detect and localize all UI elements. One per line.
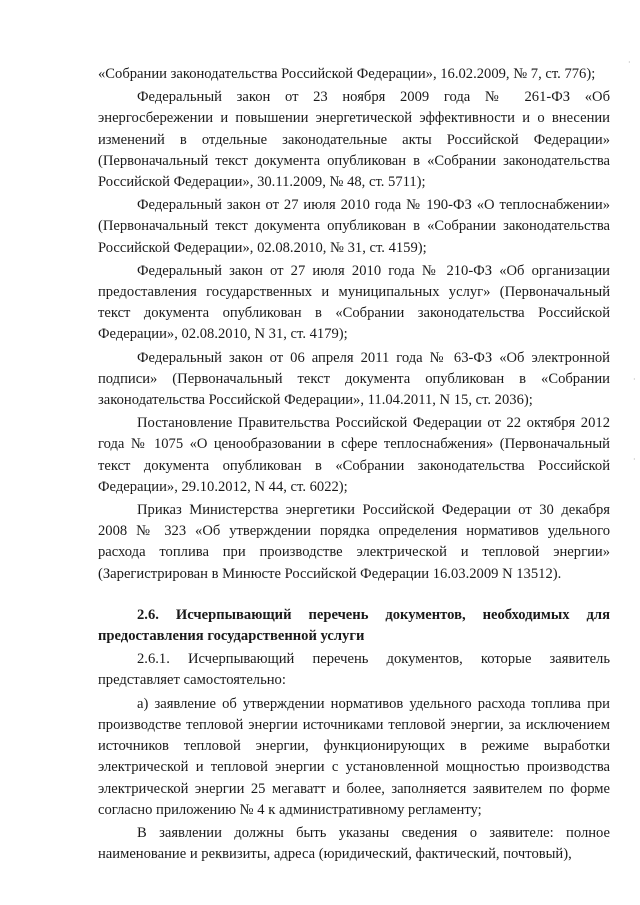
paragraph-law-190-fz: Федеральный закон от 27 июля 2010 года № 190-ФЗ «О теплоснабжении» (Первоначальный текст документа опубликован в «Собрании законодательства Российской Федерации», 02.08.2010, № 31, ст. 4159); [98, 197, 610, 256]
document-page [98, 64, 610, 865]
paragraph-government-decree-1075: Постановление Правительства Российской Федерации от 22 октября 2012 года № 1075 «О ценообразовании в сфере теплоснабжения» (Первоначальный текст документа опубликован в «Собрании законодательства Российской Федерации», 29.10.2012, N 44, ст. 6022); [98, 415, 610, 495]
section-heading-2-6: 2.6. Исчерпывающий перечень документов, необходимых для предоставления государственной услуги [98, 606, 610, 645]
paragraph-collection-citation: «Собрании законодательства Российской Федерации», 16.02.2009, № 7, ст. 776); [98, 66, 596, 82]
paragraph-ministry-order-323: Приказ Министерства энергетики Российской Федерации от 30 декабря 2008 № 323 «Об утверждении порядка определения нормативов удельного расхода топлива при производстве электрической и тепловой энергии» (Зарегистрирован в Минюсте Российской Федерации 16.03.2009 N 13512). [98, 502, 610, 582]
paragraph-law-261-fz: Федеральный закон от 23 ноября 2009 года № 261-ФЗ «Об энергосбережении и повышении энергетической эффективности и о внесении изменений в отдельные законодательные акты Российской Федерации» (Первоначальный текст документа опубликован в «Собрании законодательства Российской Федерации», 30.11.2009, № 48, ст. 5711); [98, 89, 610, 191]
paragraph-2-6-1: 2.6.1. Исчерпывающий перечень документов, которые заявитель представляет самостоятельно: [98, 651, 610, 689]
paragraph-law-210-fz: Федеральный закон от 27 июля 2010 года № 210-ФЗ «Об организации предоставления государственных и муниципальных услуг» (Первоначальный текст документа опубликован в «Собрании законодательства Российской Федерации», 02.08.2010, N 31, ст. 4179); [98, 262, 610, 343]
scan-artifact-mark: · [628, 58, 631, 67]
paragraph-applicant-info: В заявлении должны быть указаны сведения о заявителе: полное наименование и реквизиты, адреса (юридический, фактический, почтовый), [98, 824, 610, 863]
paragraph-law-63-fz: Федеральный закон от 06 апреля 2011 года № 63-ФЗ «Об электронной подписи» (Первоначальный текст документа опубликован в «Собрании законодательства Российской Федерации», 11.04.2011, N 15, ст. 2036); [98, 349, 610, 409]
scan-artifact-mark: · [633, 375, 636, 384]
paragraph-item-a: а) заявление об утверждении нормативов удельного расхода топлива при производстве тепловой энергии источниками тепловой энергии, за исключением источников тепловой энергии, функционирующих в режиме выработки электрической и тепловой энергии с установленной мощностью производства электрической энергии 25 мегаватт и более, заполняется заявителем по форме согласно приложению № 4 к административному регламенту; [98, 695, 610, 818]
scan-artifact-mark: · [633, 455, 636, 464]
